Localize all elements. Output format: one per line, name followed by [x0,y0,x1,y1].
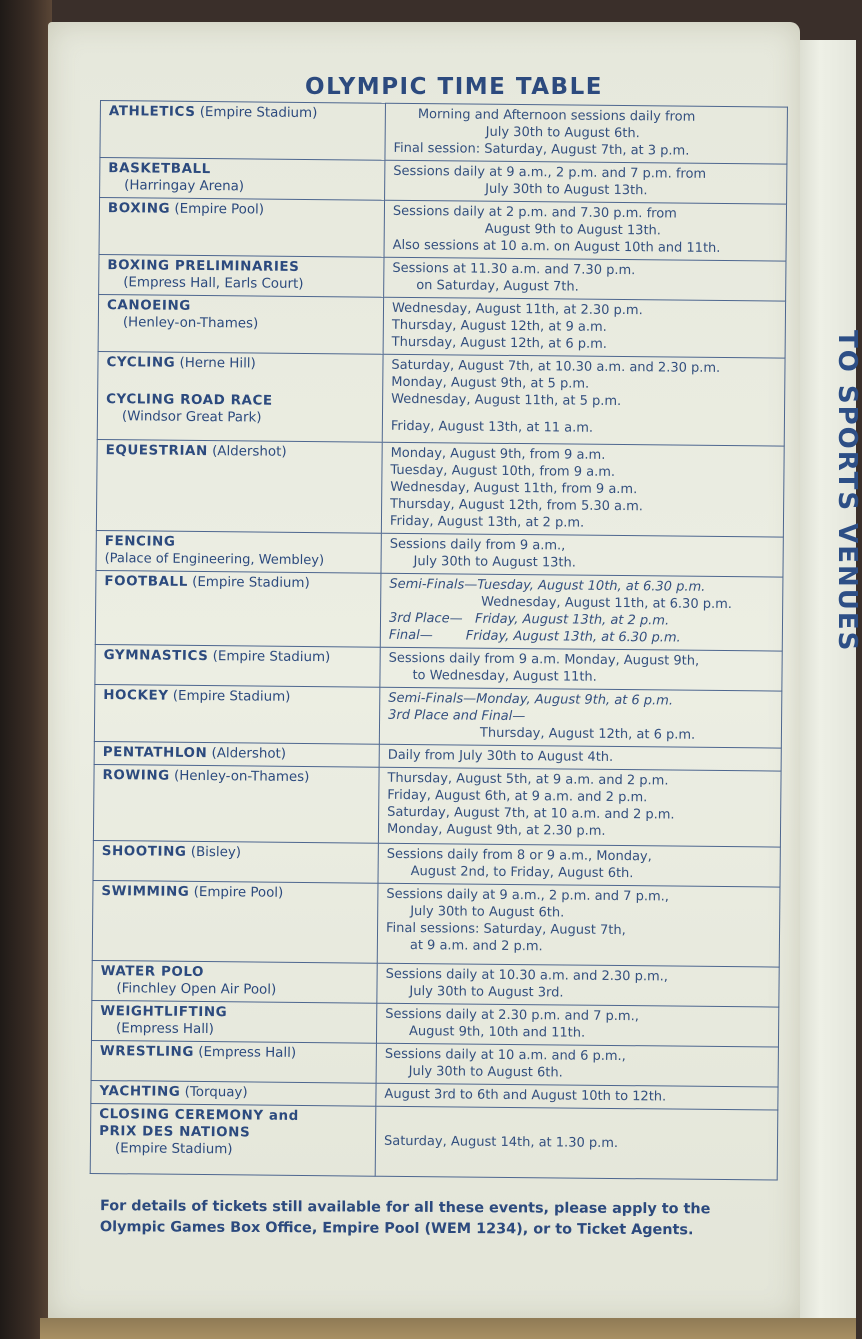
event-cell [93,840,378,883]
schedule-cell [377,883,780,967]
table-row [91,1040,778,1087]
event-cell [92,960,377,1003]
schedule-line: August 9th, 10th and 11th. [409,1024,586,1041]
event-cell [98,294,384,354]
schedule-cell [380,647,782,691]
schedule-line: Final sessions: Saturday, August 7th, [385,920,626,939]
facing-page-heading: TO SPORTS VENUES [832,330,862,653]
event-cell [92,880,378,963]
event-name: BOXING PRELIMINARIES [107,258,300,275]
schedule-line: July 30th to August 6th. [485,124,640,142]
schedule-line: Friday, August 13th, at 11 a.m. [390,418,594,436]
schedule-line: July 30th to August 13th. [485,181,648,199]
schedule-line: July 30th to August 6th. [408,1064,563,1081]
schedule-line: Sessions daily at 9 a.m., 2 p.m. and 7 p.m., [386,886,670,905]
schedule-cell [376,1003,778,1047]
event-venue: (Empire Pool) [174,201,265,218]
event-name: CLOSING CEREMONY and PRIX DES NATIONS [99,1107,299,1141]
event-cell [100,101,386,161]
event-name: WEIGHTLIFTING [100,1004,228,1021]
schedule-cell [379,687,782,748]
event-name: WRESTLING [99,1044,195,1060]
page-title: OLYMPIC TIME TABLE [305,74,603,100]
book-spine [0,0,52,1339]
schedule-line: to Wednesday, August 11th. [412,668,597,685]
event-venue: (Empire Stadium) [114,1141,233,1158]
schedule-cell [375,1106,778,1180]
event-name: WATER POLO [100,964,205,981]
schedule-line: Monday, August 9th, at 2.30 p.m. [386,821,606,839]
footer-line: Olympic Games Box Office, Empire Pool (WEM 1234), or to Ticket Agents. [99,1219,694,1239]
schedule-line: Thursday, August 12th, at 6 p.m. [391,334,608,352]
table-row [99,198,787,262]
schedule-cell [383,297,786,358]
table-row [90,1103,778,1180]
table-row [92,960,779,1007]
event-cell [97,351,383,442]
event-cell [100,158,385,201]
table-row [100,101,788,165]
event-name: HOCKEY [103,688,169,704]
event-cell [90,1103,376,1176]
schedule-line: Final session: Saturday, August 7th, at 3 p.m. [393,140,690,159]
event-name: CYCLING ROAD RACE [106,392,273,409]
schedule-cell [378,843,780,887]
event-venue: (Windsor Great Park) [121,409,262,426]
schedule-line: Sessions daily from 8 or 9 a.m., Monday, [386,846,652,865]
schedule-cell [384,200,787,261]
schedule-line: Also sessions at 10 a.m. on August 10th and 11th. [392,237,721,256]
schedule-line: Wednesday, August 11th, at 6.30 p.m. [481,594,733,613]
event-venue: (Aldershot) [211,746,287,762]
event-cell [95,644,380,687]
table-row [95,570,783,651]
table-row [96,439,784,537]
schedule-line: Wednesday, August 11th, at 2.30 p.m. [391,300,643,319]
schedule-line: Thursday, August 12th, at 6 p.m. [479,725,696,743]
event-cell [95,570,381,647]
event-cell [94,741,379,767]
book-edge [40,1318,856,1339]
event-name: PENTATHLON [102,745,208,762]
schedule-line: Sessions daily at 9 a.m., 2 p.m. and 7 p.m. from [393,163,707,182]
schedule-cell [385,103,788,164]
event-cell [93,764,379,843]
table-row [97,351,785,446]
schedule-line: July 30th to August 13th. [413,554,576,571]
event-venue: (Empire Stadium) [192,574,310,592]
event-venue: (Empire Stadium) [212,649,331,666]
schedule-line: Monday, August 9th, from 9 a.m. [390,445,606,463]
footer-line: For details of tickets still available for all these events, please apply to the [100,1198,711,1218]
event-cell [99,198,385,258]
schedule-line: Sessions daily at 10 a.m. and 6 p.m., [384,1046,626,1065]
event-venue: (Aldershot) [212,444,287,460]
schedule-cell [382,354,785,446]
schedule-line: Sessions daily at 10.30 a.m. and 2.30 p.m., [385,966,669,985]
event-venue: (Empire Stadium) [172,688,291,705]
schedule-cell [381,533,783,577]
schedule-line: August 9th to August 13th. [484,221,662,239]
schedule-line: Friday, August 6th, at 9 a.m. and 2 p.m. [387,787,648,806]
schedule-line: Sessions daily at 2.30 p.m. and 7 p.m., [385,1006,639,1025]
schedule-cell [377,963,779,1007]
schedule-line: 3rd Place and Final— [388,707,526,725]
schedule-line: July 30th to August 6th. [410,904,565,921]
timetable-page [48,22,800,1322]
schedule-line: Wednesday, August 11th, at 5 p.m. [391,391,622,410]
event-name: EQUESTRIAN [105,443,208,460]
event-name: FENCING [104,534,176,550]
event-name: SHOOTING [101,844,187,860]
event-cell [91,1080,376,1106]
schedule-line: Saturday, August 7th, at 10 a.m. and 2 p.m. [387,804,675,823]
event-venue: (Herne Hill) [179,355,256,372]
table-row [93,840,780,887]
schedule-cell [384,257,786,301]
schedule-line: Daily from July 30th to August 4th. [387,747,614,765]
schedule-line: Sessions daily from 9 a.m. Monday, August 9th, [388,650,700,669]
schedule-line: Sessions at 11.30 a.m. and 7.30 p.m. [392,260,636,279]
facing-page [796,40,862,1320]
table-row [98,294,786,358]
event-name: ROWING [102,768,170,784]
event-venue: (Henley-on-Thames) [173,768,310,786]
schedule-line: Monday, August 9th, at 5 p.m. [391,374,590,392]
table-row [94,684,782,748]
schedule-line: August 3rd to 6th and August 10th to 12th. [384,1086,667,1105]
schedule-line: Sessions daily at 2 p.m. and 7.30 p.m. from [392,203,677,222]
event-cell [96,439,382,533]
schedule-cell [381,442,784,537]
event-venue: (Torquay) [184,1084,248,1101]
schedule-cell [380,573,783,651]
schedule-line: Thursday, August 12th, at 9 a.m. [391,317,607,335]
event-name: CANOEING [106,298,192,314]
table-row [91,1000,778,1047]
schedule-line: Saturday, August 7th, at 10.30 a.m. and 2.30 p.m. [391,357,721,376]
event-cell [99,254,384,297]
schedule-line: Morning and Afternoon sessions daily from [417,107,696,125]
event-venue: (Finchley Open Air Pool) [116,981,277,998]
schedule-line: 3rd Place— Friday, August 13th, at 2 p.m. [388,610,670,629]
schedule-cell [376,1043,778,1087]
event-venue: (Henley-on-Thames) [122,315,259,332]
event-name: FOOTBALL [104,574,188,590]
event-venue: (Empire Stadium) [199,104,318,122]
table-row [93,764,781,847]
event-name: BASKETBALL [108,161,211,178]
event-cell [91,1000,376,1043]
table-row [96,530,783,577]
schedule-line: Tuesday, August 10th, from 9 a.m. [390,462,616,480]
event-venue: (Empress Hall) [116,1021,214,1038]
schedule-line: Thursday, August 12th, from 5.30 a.m. [390,496,644,515]
schedule-line: Thursday, August 5th, at 9 a.m. and 2 p.m. [387,770,669,789]
event-cell [94,684,380,744]
event-venue: (Palace of Engineering, Wembley) [104,551,325,569]
timetable [90,100,788,1181]
schedule-line: Semi-Finals—Tuesday, August 10th, at 6.30 p.m. [389,576,706,595]
event-venue: (Harringay Arena) [124,178,245,195]
schedule-line: on Saturday, August 7th. [416,278,579,295]
schedule-cell [378,767,781,847]
event-cell [96,530,381,573]
schedule-line: at 9 a.m. and 2 p.m. [409,938,543,955]
event-cell [91,1040,376,1083]
event-venue: (Empress Hall) [198,1044,297,1061]
event-name: ATHLETICS [108,104,196,120]
table-row [99,254,786,301]
schedule-line: Wednesday, August 11th, from 9 a.m. [390,479,638,498]
event-name: SWIMMING [101,884,190,900]
event-venue: (Empress Hall, Earls Court) [123,275,304,292]
ticket-info-footer [100,1196,800,1242]
table-row [100,158,787,205]
schedule-line: Friday, August 13th, at 2 p.m. [389,513,585,531]
schedule-line: Final— Friday, August 13th, at 6.30 p.m. [388,627,681,646]
table-row [95,644,782,691]
schedule-line: August 2nd, to Friday, August 6th. [410,864,634,882]
event-name: GYMNASTICS [103,648,209,665]
schedule-line: Sessions daily from 9 a.m., [389,536,566,554]
schedule-line: Semi-Finals—Monday, August 9th, at 6 p.m. [388,690,674,709]
event-name: YACHTING [99,1084,181,1100]
event-name: BOXING [107,201,171,217]
schedule-cell [385,160,787,204]
event-venue: (Empire Pool) [193,884,284,901]
schedule-line: July 30th to August 3rd. [409,984,564,1001]
table-row [92,880,780,967]
event-venue: (Bisley) [190,844,242,861]
schedule-line: Saturday, August 14th, at 1.30 p.m. [383,1133,619,1151]
event-name: CYCLING [106,355,176,371]
